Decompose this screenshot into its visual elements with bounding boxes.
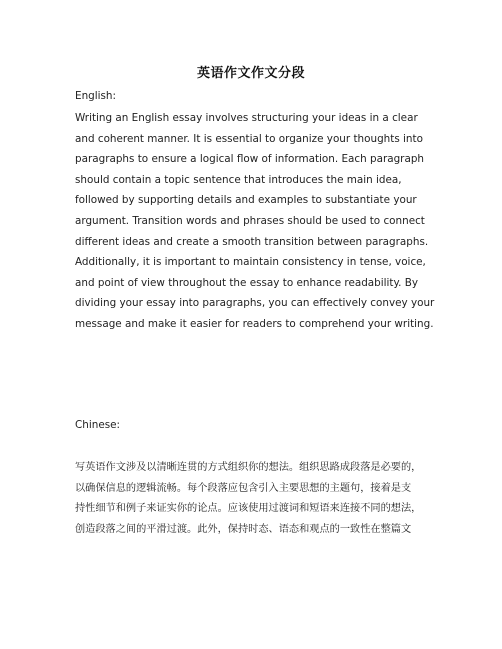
english-line: paragraphs to ensure a logical flow of information. Each paragraph	[75, 153, 424, 166]
document-title: 英语作文作文分段	[196, 66, 305, 81]
chinese-line: 以确保信息的逻辑流畅。每个段落应包含引入主要思想的主题句，接着是支	[75, 482, 412, 494]
chinese-line: 写英语作文涉及以清晰连贯的方式组织你的想法。组织思路成段落是必要的，	[75, 462, 422, 473]
english-line: and point of view throughout the essay to enhance readability. By	[75, 276, 419, 289]
chinese-paragraph	[75, 458, 445, 540]
chinese-line: 创造段落之间的平滑过渡。此外，保持时态、语态和观点的一致性在整篇文	[75, 523, 412, 535]
english-label: English:	[75, 90, 117, 102]
english-line: Writing an English essay involves structuring your ideas in a clear	[75, 112, 418, 124]
english-line: Additionally, it is important to maintain consistency in tense, voice,	[75, 256, 426, 269]
english-line: dividing your essay into paragraphs, you can effectively convey your	[75, 297, 435, 310]
chinese-line: 持性细节和例子来证实你的论点。应该使用过渡词和短语来连接不同的想法，	[75, 503, 422, 515]
english-paragraph	[75, 108, 435, 335]
english-line: should contain a topic sentence that introduces the main idea,	[75, 173, 402, 186]
english-line: argument. Transition words and phrases should be used to connect	[75, 214, 425, 227]
english-line: followed by supporting details and examples to substantiate your	[75, 194, 417, 207]
english-line: and coherent manner. It is essential to organize your thoughts into	[75, 132, 423, 145]
english-line: different ideas and create a smooth transition between paragraphs.	[75, 235, 429, 248]
english-line: message and make it easier for readers to comprehend your writing.	[75, 317, 434, 330]
chinese-label: Chinese:	[75, 419, 121, 431]
